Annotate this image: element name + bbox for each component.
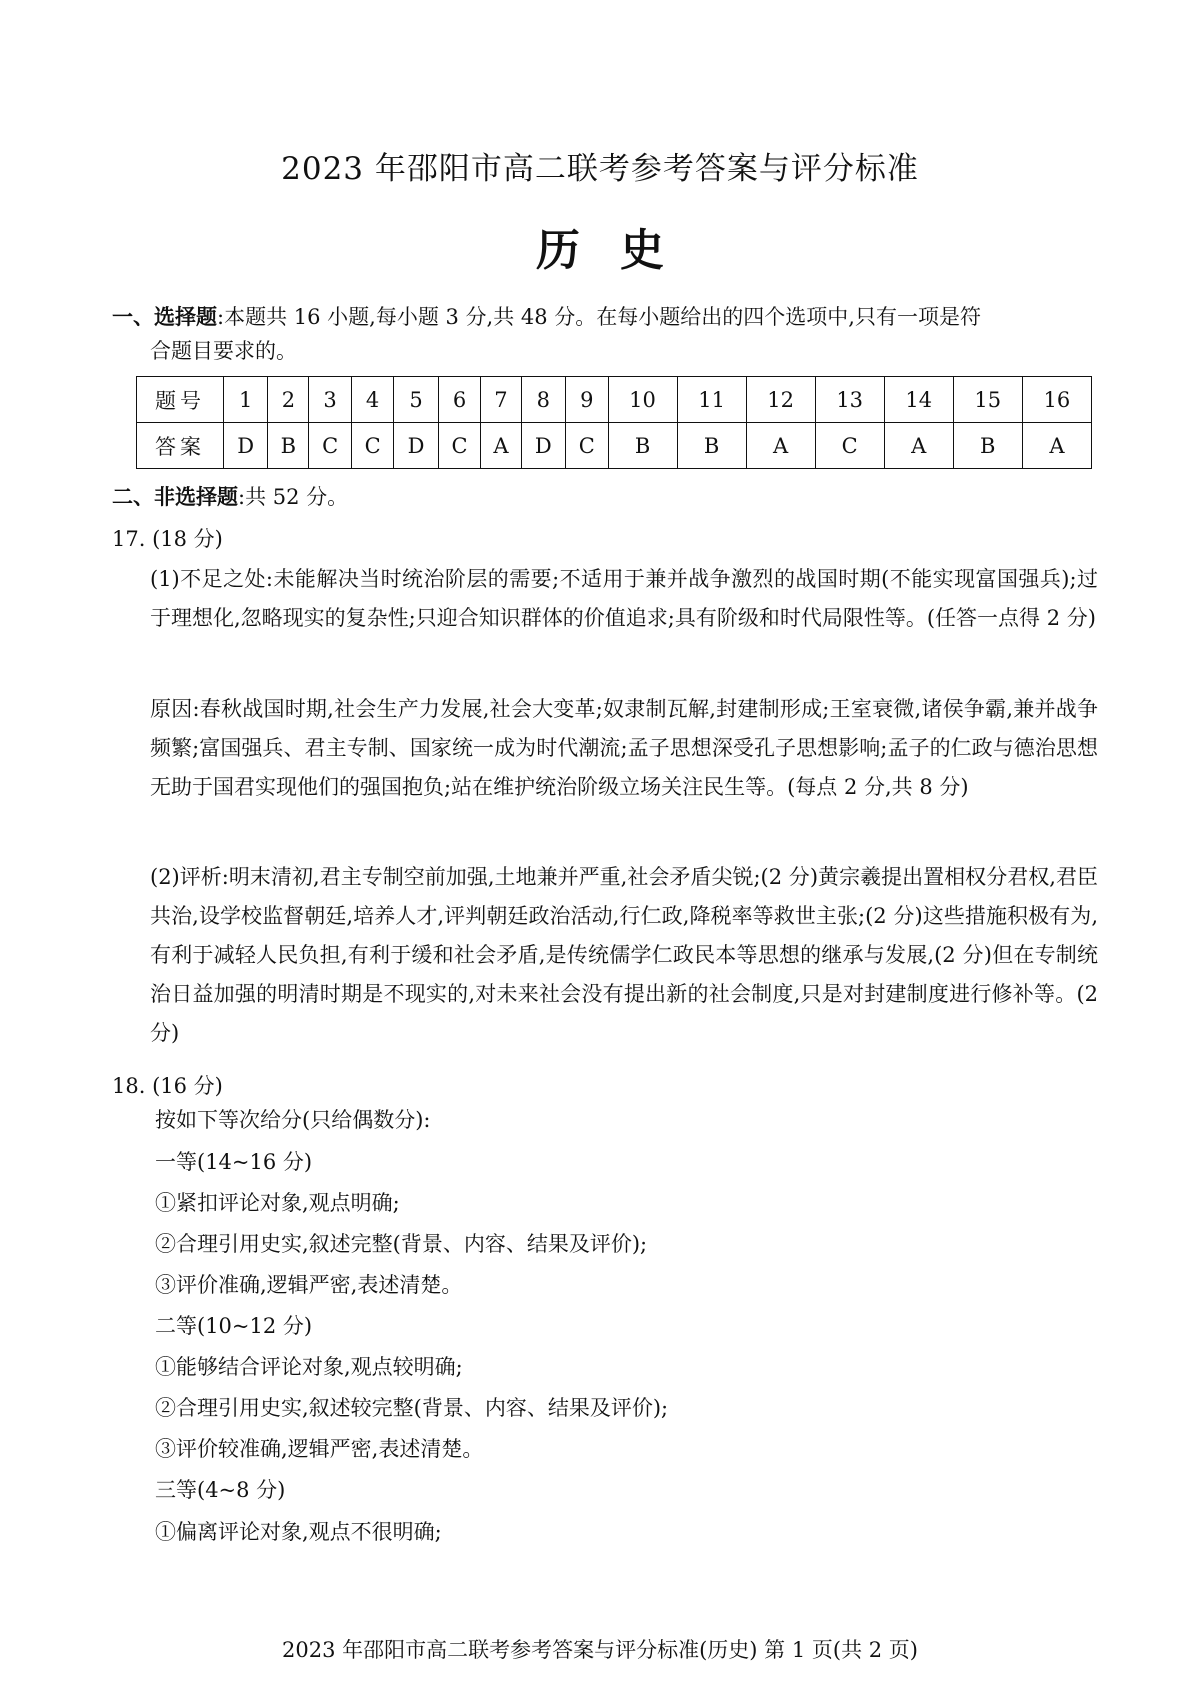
section1-label: 一、选择题: [112, 304, 217, 329]
q18-line: 二等(10~12 分): [155, 1314, 313, 1338]
q18-number: 18. (16 分): [112, 1074, 223, 1098]
answer-cell: D: [394, 423, 438, 469]
row2-header: 答案: [137, 423, 224, 469]
answer-cell: C: [815, 423, 884, 469]
q17-paragraph-1: (1)不足之处:未能解决当时统治阶层的需要;不适用于兼并战争激烈的战国时期(不能实现富国强兵);过于理想化,忽略现实的复杂性;只迎合知识群体的价值追求;具有阶级和时代局限性等。(任答一点得 2 分): [150, 567, 1098, 630]
answer-cell: A: [481, 423, 521, 469]
q-number: 2: [268, 377, 309, 423]
document-title: 2023 年邵阳市高二联考参考答案与评分标准: [281, 151, 919, 187]
answer-table: [136, 376, 1092, 469]
q-number: 7: [481, 377, 521, 423]
q-number: 4: [351, 377, 394, 423]
section1-text-cont: 合题目要求的。: [150, 339, 297, 363]
q18-intro: 按如下等次给分(只给偶数分):: [155, 1108, 431, 1132]
q17-paragraph-3: (2)评析:明末清初,君主专制空前加强,土地兼并严重,社会矛盾尖锐;(2 分)黄宗羲提出置相权分君权,君臣共治,设学校监督朝廷,培养人才,评判朝廷政治活动,行仁政,降税率等救世主张;(2 分)这些措施积极有为,有利于减轻人民负担,有利于缓和社会矛盾,是传统儒学仁政民本等思想的继承与发展,(2 分)但在专制统治日益加强的明清时期是不现实的,对未来社会没有提出新的社会制度,只是对封建制度进行修补等。(2 分): [150, 865, 1098, 1045]
answer-table-answer-row: [137, 423, 1092, 469]
q18-line: ②合理引用史实,叙述较完整(背景、内容、结果及评价);: [155, 1396, 669, 1420]
q18-line: 三等(4~8 分): [155, 1478, 286, 1502]
q18-line: ③评价较准确,逻辑严密,表述清楚。: [155, 1437, 484, 1461]
section1-text: :本题共 16 小题,每小题 3 分,共 48 分。在每小题给出的四个选项中,只有一项是符: [217, 305, 981, 329]
q-number: 12: [746, 377, 815, 423]
q-number: 15: [953, 377, 1022, 423]
q-number: 14: [884, 377, 953, 423]
answer-cell: A: [746, 423, 815, 469]
q-number: 11: [677, 377, 746, 423]
q-number: 3: [309, 377, 352, 423]
q-number: 10: [608, 377, 677, 423]
q-number: 13: [815, 377, 884, 423]
q18-line: 一等(14~16 分): [155, 1150, 313, 1174]
page-footer: 2023 年邵阳市高二联考参考答案与评分标准(历史) 第 1 页(共 2 页): [282, 1638, 918, 1662]
answer-cell: B: [953, 423, 1022, 469]
answer-cell: C: [438, 423, 481, 469]
section2-label: 二、非选择题: [112, 484, 238, 509]
answer-cell: C: [309, 423, 352, 469]
section2-heading: [112, 480, 348, 514]
section1-heading: [112, 300, 1102, 368]
answer-cell: B: [608, 423, 677, 469]
answer-cell: C: [351, 423, 394, 469]
q17-number: 17. (18 分): [112, 527, 223, 551]
answer-cell: B: [677, 423, 746, 469]
q-number: 16: [1022, 377, 1091, 423]
q-number: 1: [224, 377, 268, 423]
q18-line: ②合理引用史实,叙述完整(背景、内容、结果及评价);: [155, 1232, 648, 1256]
answer-cell: A: [1022, 423, 1091, 469]
row1-header: 题号: [137, 377, 224, 423]
q-number: 9: [566, 377, 609, 423]
q18-line: ①能够结合评论对象,观点较明确;: [155, 1355, 463, 1379]
answer-cell: B: [268, 423, 309, 469]
answer-cell: A: [884, 423, 953, 469]
q-number: 6: [438, 377, 481, 423]
subject-heading: 历史: [536, 225, 704, 276]
answer-cell: D: [224, 423, 268, 469]
answer-table-number-row: [137, 377, 1092, 423]
q17-paragraph-2: 原因:春秋战国时期,社会生产力发展,社会大变革;奴隶制瓦解,封建制形成;王室衰微,诸侯争霸,兼并战争频繁;富国强兵、君主专制、国家统一成为时代潮流;孟子思想深受孔子思想影响;孟子的仁政与德治思想无助于国君实现他们的强国抱负;站在维护统治阶级立场关注民生等。(每点 2 分,共 8 分): [150, 697, 1098, 799]
answer-cell: C: [566, 423, 609, 469]
section2-text: :共 52 分。: [238, 485, 349, 509]
q-number: 5: [394, 377, 438, 423]
q18-line: ③评价准确,逻辑严密,表述清楚。: [155, 1273, 463, 1297]
q-number: 8: [521, 377, 565, 423]
answer-cell: D: [521, 423, 565, 469]
q18-line: ①偏离评论对象,观点不很明确;: [155, 1520, 442, 1544]
q18-line: ①紧扣评论对象,观点明确;: [155, 1191, 400, 1215]
